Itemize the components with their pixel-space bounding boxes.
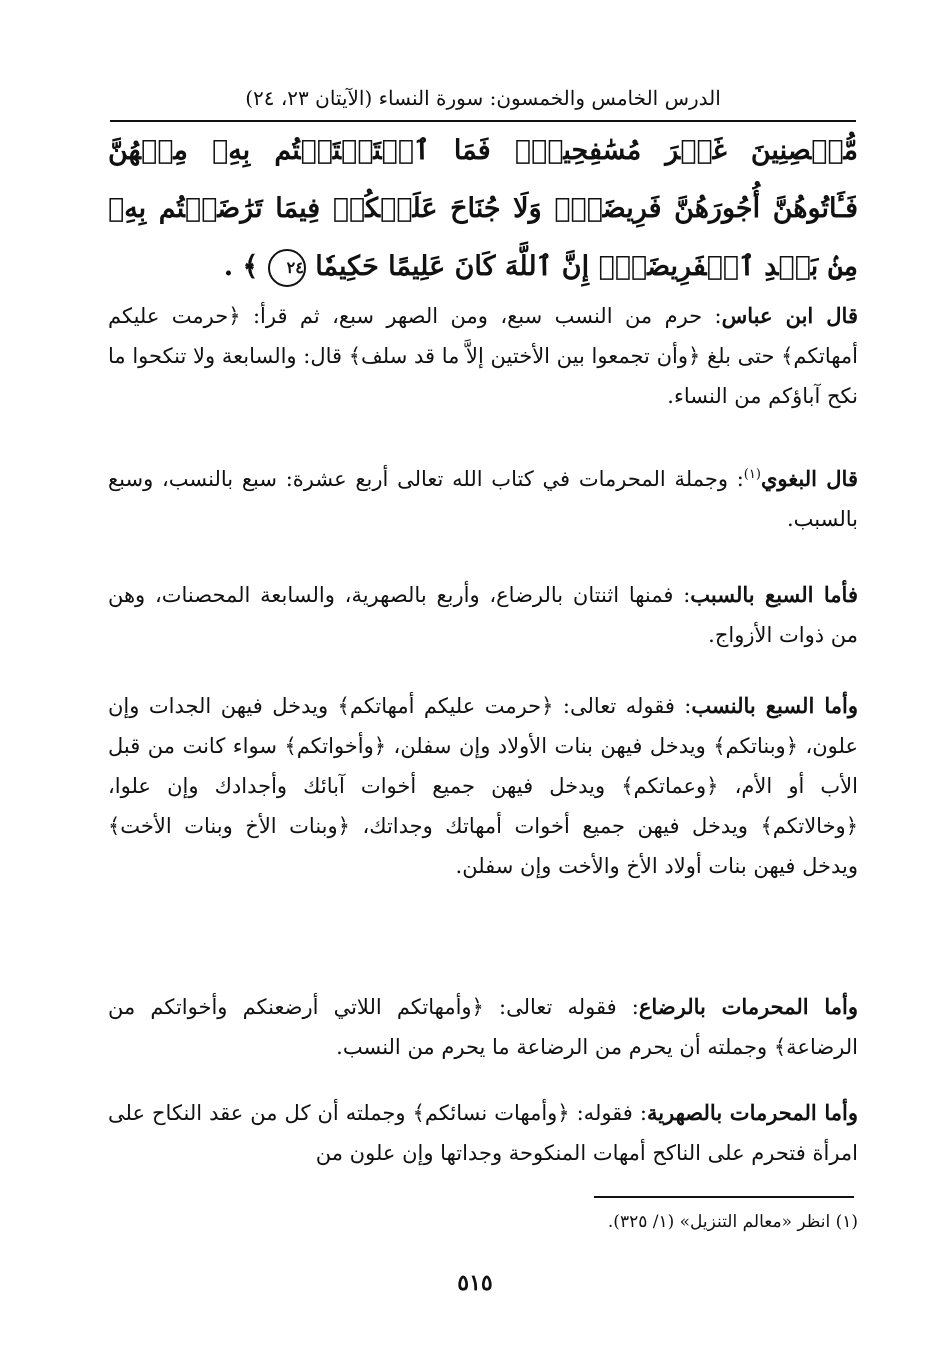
paragraph-body: : فقوله: ﴿وأمهات نسائكم﴾ وجملته أن كل من عقد النكاح على امرأة فتحرم على الناكح أمهات المنكوحة وجداتها وإن علون من <box>108 1101 858 1165</box>
quran-verse <box>108 122 858 296</box>
paragraph-body: : فمنها اثنتان بالرضاع، وأربع بالصهرية، والسابعة المحصنات، وهن من ذوات الأزواج. <box>108 583 858 647</box>
paragraph-body: : وجملة المحرمات في كتاب الله تعالى أربع عشرة: سبع بالنسب، وسبع بالسبب. <box>108 467 858 531</box>
paragraph-lead: فأما السبع بالسبب <box>690 582 858 607</box>
paragraph-lead: وأما المحرمات بالصهرية <box>646 1100 858 1125</box>
paragraph-lead: وأما السبع بالنسب <box>691 693 858 718</box>
paragraph-ibn-abbas <box>108 296 858 416</box>
paragraph-nursing <box>108 987 858 1067</box>
paragraph-body: : فقوله تعالى: ﴿وأمهاتكم اللاتي أرضعنكم وأخواتكم من الرضاعة﴾ وجملته أن يحرم من الرضاعة ما يحرم من النسب. <box>108 995 858 1059</box>
verse-close: ﴾ . <box>223 251 259 282</box>
verse-text: مُّحۡصِنِينَ غَيۡرَ مُسَٰفِحِينَۚ فَمَا ٱسۡتَمۡتَعۡتُم بِهِۦ مِنۡهُنَّ فَـَٔاتُوهُنَّ أُجُورَهُنَّ فَرِيضَةٗۚ وَلَا جُنَاحَ عَلَيۡكُمۡ فِيمَا تَرَٰضَيۡتُم بِهِۦ مِنۢ بَعۡدِ ٱلۡفَرِيضَةِۚ إِنَّ ٱللَّهَ كَانَ عَلِيمًا حَكِيمٗا <box>108 135 858 282</box>
paragraph-lead: وأما المحرمات بالرضاع <box>638 994 858 1019</box>
footnote-divider <box>594 1196 854 1198</box>
page-number: ٥١٥ <box>457 1270 493 1296</box>
paragraph-seven-by-lineage <box>108 686 858 886</box>
paragraph-lead: قال ابن عباس <box>721 303 858 328</box>
paragraph-body: : حرم من النسب سبع، ومن الصهر سبع، ثم قرأ: ﴿حرمت عليكم أمهاتكم﴾ حتى بلغ ﴿وأن تجمعوا بين الأختين إلاَّ ما قد سلف﴾ قال: والسابعة ولا تنكحوا ما نكح آباؤكم من النساء. <box>108 304 858 408</box>
paragraph-marriage <box>108 1093 858 1173</box>
footnote-reference[interactable]: (١) <box>743 467 761 482</box>
paragraph-lead: قال البغوي <box>760 466 858 491</box>
paragraph-baghawi <box>108 459 858 539</box>
ayah-number-marker: ٢٤ <box>268 249 306 287</box>
running-header: الدرس الخامس والخمسون: سورة النساء (الآيتان ٢٣، ٢٤) <box>245 86 721 110</box>
paragraph-seven-by-cause <box>108 575 858 655</box>
paragraph-body: : فقوله تعالى: ﴿حرمت عليكم أمهاتكم﴾ ويدخل فيهن الجدات وإن علون، ﴿وبناتكم﴾ ويدخل فيهن بنات الأولاد وإن سفلن، ﴿وأخواتكم﴾ سواء كانت من قبل الأب أو الأم، ﴿وعماتكم﴾ ويدخل فيهن جميع أخوات آبائك وأجدادك وإن علوا، ﴿وخالاتكم﴾ ويدخل فيهن جميع أخوات أمهاتك وجداتك، ﴿وبنات الأخ وبنات الأخت﴾ ويدخل فيهن بنات أولاد الأخ والأخت وإن سفلن. <box>108 694 858 878</box>
footnote: (١) انظر «معالم التنزيل» (١/ ٣٢٥). <box>607 1212 858 1232</box>
